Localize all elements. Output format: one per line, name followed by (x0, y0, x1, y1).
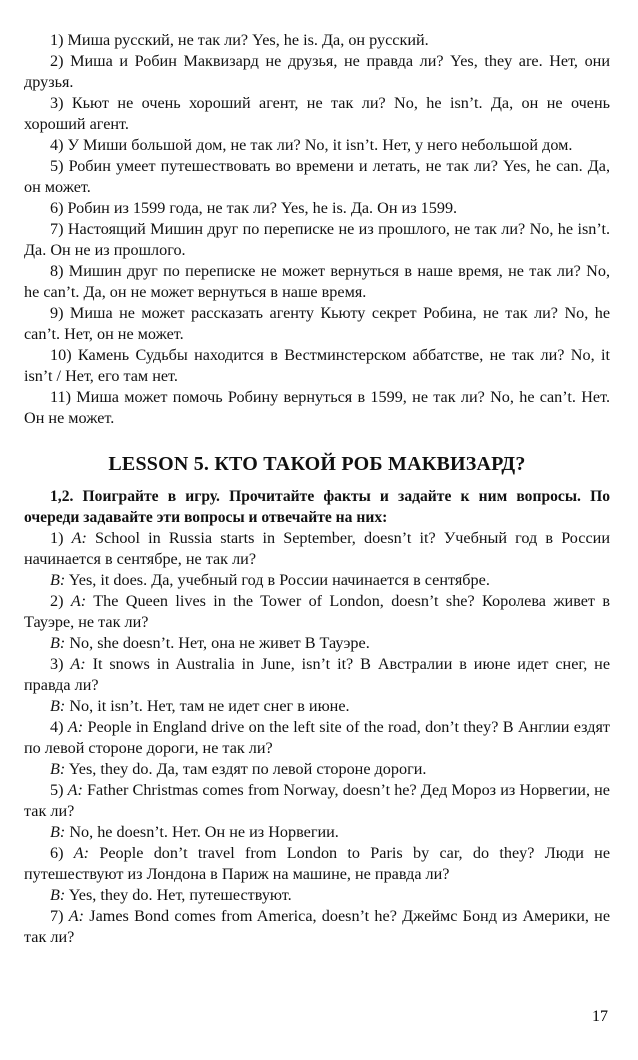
speaker-label: B: (50, 823, 66, 841)
dialogue-text: Father Christmas comes from Norway, doesn’t he? Дед Мороз из Норвегии, не так ли? (24, 781, 610, 820)
answer-item: 1) Миша русский, не так ли? Yes, he is. Да, он русский. (50, 31, 429, 49)
lesson-title: LESSON 5. КТО ТАКОЙ РОБ МАКВИЗАРД? (108, 453, 526, 475)
dialogue-line (24, 717, 610, 759)
dialogue-text: No, she doesn’t. Нет, она не живет В Тауэре. (69, 634, 370, 652)
answer-item: 2) Миша и Робин Маквизард не друзья, не правда ли? Yes, they are. Нет, они друзья. (24, 52, 610, 91)
speaker-label: B: (50, 571, 66, 589)
dialogue-line (24, 822, 610, 843)
dialogue-line (24, 843, 610, 885)
speaker-label: B: (50, 697, 66, 715)
task-instruction: 1,2. Поиграйте в игру. Прочитайте факты и задайте к ним вопросы. По очереди задавайте эти вопросы и отвечайте на них: (24, 488, 610, 526)
answers-section (24, 30, 610, 429)
answer-item: 8) Мишин друг по переписке не может вернуться в наше время, не так ли? No, he can’t. Да, он не может вернуться в наше время. (24, 262, 610, 301)
dialogue-text: James Bond comes from America, doesn’t he? Джеймс Бонд из Америки, не так ли? (24, 907, 611, 946)
dialogue-text: No, it isn’t. Нет, там не идет снег в июне. (69, 697, 350, 715)
dialogue-text: People don’t travel from London to Paris by car, do they? Люди не путешествуют из Лондона в Париж на машине, не правда ли? (24, 844, 611, 883)
dialogue-section (24, 528, 610, 948)
speaker-label: B: (50, 634, 66, 652)
dialogue-text: It snows in Australia in June, isn’t it? В Австралии в июне идет снег, не правда ли? (24, 655, 611, 694)
dialogue-text: Yes, they do. Да, там ездят по левой стороне дороги. (68, 760, 427, 778)
dialogue-text: Yes, it does. Да, учебный год в России начинается в сентябре. (68, 571, 490, 589)
item-number: 2) (50, 592, 64, 610)
dialogue-line (24, 570, 610, 591)
answer-item: 3) Кьют не очень хороший агент, не так ли? No, he isn’t. Да, он не очень хороший агент. (24, 94, 610, 133)
answer-item: 5) Робин умеет путешествовать во времени и летать, не так ли? Yes, he can. Да, он может. (24, 157, 610, 196)
item-number: 6) (50, 844, 64, 862)
speaker-label: A: (70, 592, 87, 610)
answer-item: 6) Робин из 1599 года, не так ли? Yes, he is. Да. Он из 1599. (50, 199, 458, 217)
dialogue-line (24, 906, 610, 948)
dialogue-line (24, 759, 610, 780)
answer-item: 7) Настоящий Мишин друг по переписке не из прошлого, не так ли? No, he isn’t. Да. Он не из прошлого. (24, 220, 610, 259)
dialogue-text: Yes, they do. Нет, путешествуют. (68, 886, 292, 904)
speaker-label: A: (73, 844, 90, 862)
dialogue-text: People in England drive on the left site of the road, don’t they? В Англии ездят по левой стороне дороги, не так ли? (24, 718, 611, 757)
speaker-label: B: (50, 886, 66, 904)
item-number: 4) (50, 718, 64, 736)
dialogue-line (24, 654, 610, 696)
dialogue-text: The Queen lives in the Tower of London, doesn’t she? Королева живет в Тауэре, не так ли? (24, 592, 611, 631)
dialogue-text: No, he doesn’t. Нет. Он не из Норвегии. (69, 823, 339, 841)
speaker-label: A: (70, 655, 86, 673)
speaker-label: A: (67, 781, 83, 799)
answer-item: 11) Миша может помочь Робину вернуться в 1599, не так ли? No, he can’t. Нет. Он не может. (24, 388, 610, 427)
dialogue-line (24, 591, 610, 633)
dialogue-line (24, 696, 610, 717)
dialogue-line (24, 780, 610, 822)
page-number: 17 (592, 1008, 608, 1025)
dialogue-text: School in Russia starts in September, doesn’t it? Учебный год в России начинается в сентябре, не так ли? (24, 529, 610, 568)
dialogue-line (24, 528, 610, 570)
answer-item: 9) Миша не может рассказать агенту Кьюту секрет Робина, не так ли? No, he can’t. Нет, он не может. (24, 304, 610, 343)
dialogue-line (24, 885, 610, 906)
answer-item: 10) Камень Судьбы находится в Вестминстерском аббатстве, не так ли? No, it isn’t / Нет, его там нет. (24, 346, 610, 385)
speaker-label: A: (68, 907, 85, 925)
item-number: 3) (50, 655, 64, 673)
dialogue-line (24, 633, 610, 654)
item-number: 7) (50, 907, 64, 925)
speaker-label: B: (50, 760, 66, 778)
speaker-label: A: (71, 529, 87, 547)
item-number: 1) (50, 529, 64, 547)
speaker-label: A: (67, 718, 84, 736)
answer-item: 4) У Миши большой дом, не так ли? No, it isn’t. Нет, у него небольшой дом. (50, 136, 573, 154)
item-number: 5) (50, 781, 64, 799)
